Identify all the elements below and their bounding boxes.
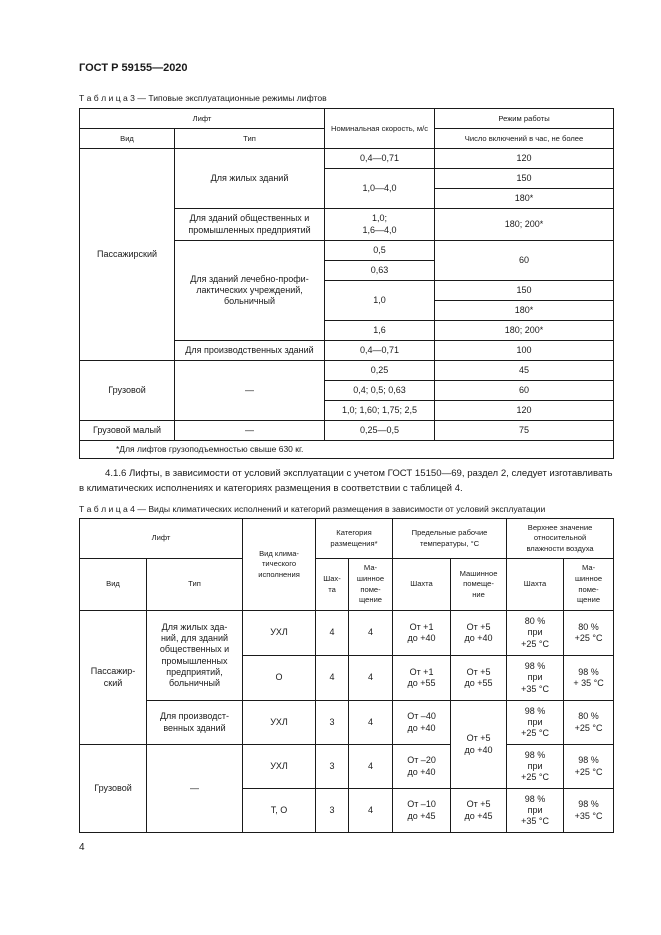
t4-hum-shaft: 98 % при +25 °С — [507, 701, 564, 745]
t4-climate: О — [243, 656, 316, 701]
t4-header-vid: Вид — [80, 559, 147, 611]
t3-starts: 180* — [435, 301, 614, 321]
t4-header-cat-machine-room: Ма- шинное поме- щение — [349, 559, 393, 611]
t3-speed: 1,0—4,0 — [325, 169, 435, 209]
t3-speed: 1,0 — [325, 281, 435, 321]
t3-starts: 75 — [435, 421, 614, 441]
t4-cat-machine-room: 4 — [349, 745, 393, 789]
t3-starts: 45 — [435, 361, 614, 381]
t3-residential: Для жилых зданий — [175, 149, 325, 209]
t4-header-lift: Лифт — [80, 519, 243, 559]
t3-starts: 100 — [435, 341, 614, 361]
t4-passenger: Пассажир- ский — [80, 611, 147, 745]
t4-hum-shaft: 98 % при +25 °С — [507, 745, 564, 789]
t3-speed: 0,4; 0,5; 0,63 — [325, 381, 435, 401]
t4-temp-machine-room: От +5 до +40 — [451, 611, 507, 656]
t4-temp-shaft: От –10 до +45 — [393, 789, 451, 833]
t4-climate: УХЛ — [243, 701, 316, 745]
t3-speed: 0,25—0,5 — [325, 421, 435, 441]
t3-starts: 180* — [435, 189, 614, 209]
t4-hum-machine-room: 98 % +35 °С — [564, 789, 614, 833]
t4-cat-machine-room: 4 — [349, 789, 393, 833]
t3-starts: 150 — [435, 169, 614, 189]
t3-starts: 180; 200* — [435, 209, 614, 241]
t3-header-starts: Число включений в час, не более — [435, 129, 614, 149]
document-code: ГОСТ Р 59155—2020 — [79, 62, 188, 74]
table-3 — [79, 108, 614, 459]
t4-temp-shaft: От –20 до +40 — [393, 745, 451, 789]
t4-cat-machine-room: 4 — [349, 701, 393, 745]
t4-hum-machine-room: 80 % +25 °С — [564, 611, 614, 656]
table-4 — [79, 518, 614, 833]
t4-temp-shaft: От +1 до +55 — [393, 656, 451, 701]
t3-footnote: *Для лифтов грузоподъемностью свыше 630 кг. — [80, 441, 614, 459]
t4-header-climate: Вид клима- тического исполнения — [243, 519, 316, 611]
t3-starts: 60 — [435, 381, 614, 401]
t4-header-temp-machine-room: Машинное помеще- ние — [451, 559, 507, 611]
t4-header-hum-shaft: Шахта — [507, 559, 564, 611]
t3-small-cargo: Грузовой малый — [80, 421, 175, 441]
t4-header-hum-machine-room: Ма- шинное поме- щение — [564, 559, 614, 611]
t4-hum-shaft: 80 % при +25 °С — [507, 611, 564, 656]
t4-hum-machine-room: 98 % + 35 °С — [564, 656, 614, 701]
t4-cat-shaft: 4 — [316, 656, 349, 701]
t3-speed: 0,5 — [325, 241, 435, 261]
t4-cargo: Грузовой — [80, 745, 147, 833]
t4-cat-shaft: 3 — [316, 789, 349, 833]
t4-hum-shaft: 98 % при +35 °С — [507, 656, 564, 701]
t4-temp-machine-room: От +5 до +55 — [451, 656, 507, 701]
paragraph-4-1-6: 4.1.6 Лифты, в зависимости от условий эксплуатации с учетом ГОСТ 15150—69, раздел 2, следует изготавливать в климатических исполнениях и категориях размещения в соответствии с таблицей 4. — [79, 468, 613, 494]
t3-speed: 0,4—0,71 — [325, 341, 435, 361]
t4-cat-machine-room: 4 — [349, 656, 393, 701]
t3-cargo: Грузовой — [80, 361, 175, 421]
table3-caption: Т а б л и ц а 3 — Типовые эксплуатационные режимы лифтов — [79, 93, 327, 103]
t4-header-cat-shaft: Шах- та — [316, 559, 349, 611]
t3-header-tip: Тип — [175, 129, 325, 149]
t4-header-category: Категория размещения* — [316, 519, 393, 559]
table4-caption: Т а б л и ц а 4 — Виды климатических исполнений и категорий размещения в зависимости от условий эксплуатации — [79, 504, 546, 514]
t3-starts: 150 — [435, 281, 614, 301]
t3-passenger: Пассажирский — [80, 149, 175, 361]
t4-hum-machine-room: 80 % +25 °С — [564, 701, 614, 745]
t4-temp-machine-room: От +5 до +45 — [451, 789, 507, 833]
t4-header-temperature: Предельные рабочие температуры, °С — [393, 519, 507, 559]
t4-header-humidity: Верхнее значение относительной влажности воздуха — [507, 519, 614, 559]
t3-starts: 60 — [435, 241, 614, 281]
t4-climate: УХЛ — [243, 745, 316, 789]
t4-industrial: Для производст- венных зданий — [147, 701, 243, 745]
t4-climate: Т, О — [243, 789, 316, 833]
t3-public: Для зданий общественных и промышленных предприятий — [175, 209, 325, 241]
t3-header-speed: Номинальная скорость, м/с — [325, 109, 435, 149]
t4-temp-shaft: От –40 до +40 — [393, 701, 451, 745]
t4-temp-shaft: От +1 до +40 — [393, 611, 451, 656]
t4-hum-machine-room: 98 % +25 °С — [564, 745, 614, 789]
t3-starts: 180; 200* — [435, 321, 614, 341]
t4-cat-machine-room: 4 — [349, 611, 393, 656]
t3-header-lift: Лифт — [80, 109, 325, 129]
t3-starts: 120 — [435, 149, 614, 169]
t3-cargo-type: — — [175, 361, 325, 421]
t3-speed: 0,25 — [325, 361, 435, 381]
t4-header-tip: Тип — [147, 559, 243, 611]
t4-hum-shaft: 98 % при +35 °С — [507, 789, 564, 833]
t4-cat-shaft: 4 — [316, 611, 349, 656]
t4-residential: Для жилых зда- ний, для зданий общественных и промышленных предприятий, больничный — [147, 611, 243, 701]
t3-speed: 0,4—0,71 — [325, 149, 435, 169]
t3-speed: 1,0; 1,6—4,0 — [325, 209, 435, 241]
t3-speed: 1,0; 1,60; 1,75; 2,5 — [325, 401, 435, 421]
t3-header-mode: Режим работы — [435, 109, 614, 129]
t4-header-temp-shaft: Шахта — [393, 559, 451, 611]
t3-medical: Для зданий лечебно-профи- лактических учреждений, больничный — [175, 241, 325, 341]
t4-cat-shaft: 3 — [316, 745, 349, 789]
t3-speed: 1,6 — [325, 321, 435, 341]
page-number: 4 — [79, 842, 85, 853]
t3-industrial: Для производственных зданий — [175, 341, 325, 361]
t4-temp-machine-room: От +5 до +40 — [451, 701, 507, 789]
t3-header-vid: Вид — [80, 129, 175, 149]
t3-speed: 0,63 — [325, 261, 435, 281]
t4-cat-shaft: 3 — [316, 701, 349, 745]
t4-cargo-type: — — [147, 745, 243, 833]
t3-small-cargo-type: — — [175, 421, 325, 441]
t3-starts: 120 — [435, 401, 614, 421]
t4-climate: УХЛ — [243, 611, 316, 656]
